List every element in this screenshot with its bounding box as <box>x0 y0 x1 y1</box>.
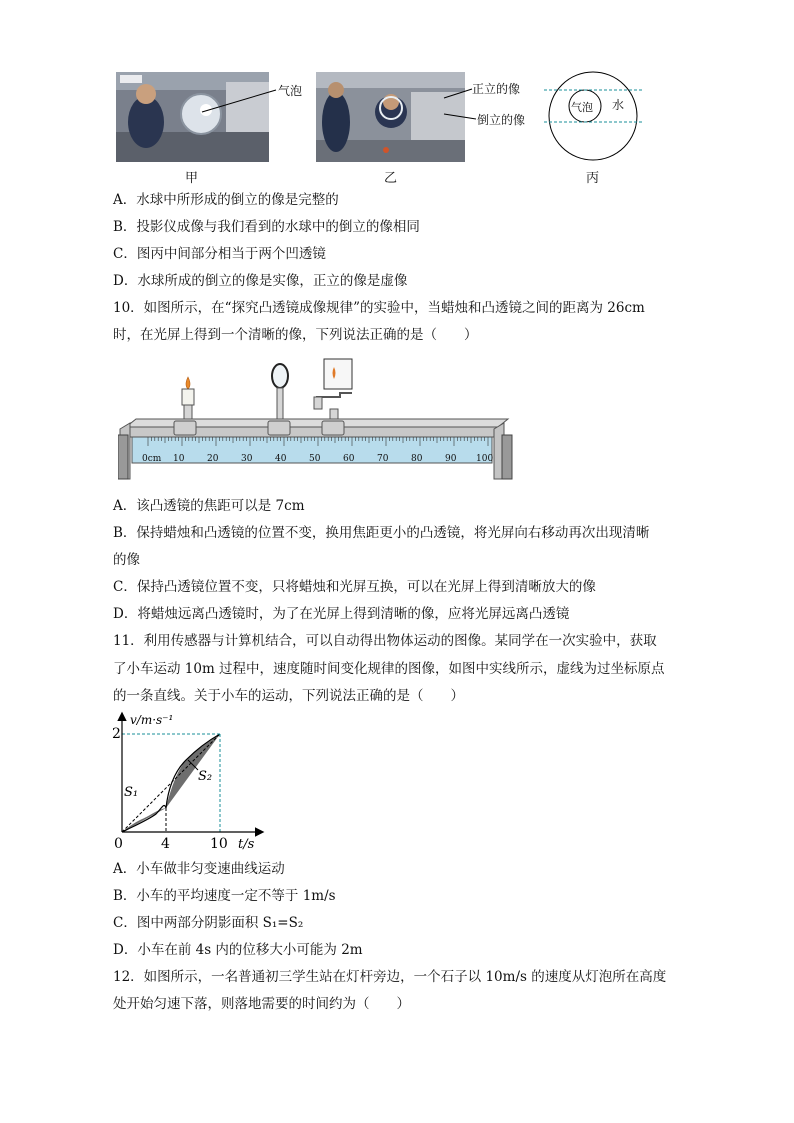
optical-bench-rail <box>118 419 512 479</box>
ruler-label-20: 20 <box>207 454 219 464</box>
caption-yi: 乙 <box>384 171 398 186</box>
q10-option-d: D．将蜡烛远离凸透镜时，为了在光屏上得到清晰的像，应将光屏远离凸透镜 <box>113 606 570 622</box>
convex-lens <box>272 364 288 425</box>
candle-flame <box>186 377 190 389</box>
q11-option-b: B．小车的平均速度一定不等于 1m/s <box>113 888 336 904</box>
q12-stem-line1: 12．如图所示，一名普通初三学生站在灯杆旁边，一个石子以 10m/s 的速度从灯泡所在高度 <box>113 969 667 985</box>
label-upright-image: 正立的像 <box>472 82 521 96</box>
q11-option-c: C．图中两部分阴影面积 S₁=S₂ <box>113 915 304 931</box>
label-bubble-jia: 气泡 <box>278 84 303 98</box>
q11-option-d: D．小车在前 4s 内的位移大小可能为 2m <box>113 942 363 958</box>
optical-bench-diagram <box>118 355 523 483</box>
diagram-bing <box>538 68 648 168</box>
caption-jia: 甲 <box>185 171 199 186</box>
leader-line-jia <box>200 88 280 118</box>
q10-stem-line1: 10．如图所示，在“探究凸透镜成像规律”的实验中，当蜡烛和凸透镜之间的距离为 26cm <box>113 300 645 316</box>
ruler-label-40: 40 <box>275 454 287 464</box>
ruler-label-10: 10 <box>173 454 185 464</box>
q11-stem-line2: 了小车运动 10m 过程中，速度随时间变化规律的图像，如图中实线所示，虚线为过坐标原点 <box>113 661 665 677</box>
label-bubble-bing: 气泡 <box>571 101 593 114</box>
ruler-label-90: 90 <box>445 454 457 464</box>
x-tick-10: 10 <box>210 836 228 852</box>
ruler-label-0: 0cm <box>142 454 162 464</box>
ruler-label-50: 50 <box>309 454 321 464</box>
q11-stem-line3: 的一条直线。关于小车的运动，下列说法正确的是（ ） <box>113 688 464 704</box>
q12-stem-line2: 处开始匀速下落，则落地需要的时间约为（ ） <box>113 996 410 1012</box>
q10-stem-line2: 时，在光屏上得到一个清晰的像，下列说法正确的是（ ） <box>113 327 478 343</box>
water-ball-circle <box>549 72 637 160</box>
leader-lines-yi <box>440 84 480 124</box>
velocity-time-graph <box>110 710 270 855</box>
q10-option-c: C．保持凸透镜位置不变，只将蜡烛和光屏互换，可以在光屏上得到清晰放大的像 <box>113 579 596 595</box>
y-tick-2: 2 <box>112 726 121 742</box>
candle-body <box>182 389 194 405</box>
ruler-label-70: 70 <box>377 454 389 464</box>
light-screen <box>314 359 352 425</box>
q11-stem-line1: 11．利用传感器与计算机结合，可以自动得出物体运动的图像。某同学在一次实验中，获取 <box>113 633 657 649</box>
label-s2: S₂ <box>198 769 213 784</box>
x-tick-0: 0 <box>114 836 123 852</box>
q11-option-a: A．小车做非匀变速曲线运动 <box>113 861 285 877</box>
x-axis-label: t/s <box>238 837 255 852</box>
ruler-label-60: 60 <box>343 454 355 464</box>
ruler-label-80: 80 <box>411 454 423 464</box>
y-axis-label: v/m·s⁻¹ <box>130 713 174 727</box>
label-water-bing: 水 <box>612 98 625 112</box>
q9-option-c: C．图丙中间部分相当于两个凹透镜 <box>113 246 326 262</box>
q9-option-b: B．投影仪成像与我们看到的水球中的倒立的像相同 <box>113 219 420 235</box>
caption-bing: 丙 <box>586 171 600 186</box>
candle <box>182 377 194 425</box>
x-tick-4: 4 <box>161 836 170 852</box>
q9-option-d: D．水球所成的倒立的像是实像，正立的像是虚像 <box>113 273 408 289</box>
q10-option-b: B．保持蜡烛和凸透镜的位置不变，换用焦距更小的凸透镜，将光屏向右移动再次出现清晰 <box>113 525 650 541</box>
ruler-label-30: 30 <box>241 454 253 464</box>
q9-option-a: A．水球中所形成的倒立的像是完整的 <box>113 192 339 208</box>
label-s1: S₁ <box>124 785 139 800</box>
q10-option-a: A．该凸透镜的焦距可以是 7cm <box>113 498 305 514</box>
q10-option-b-cont: 的像 <box>113 552 140 568</box>
ruler-label-100: 100 <box>476 454 494 464</box>
label-inverted-image: 倒立的像 <box>477 113 526 127</box>
